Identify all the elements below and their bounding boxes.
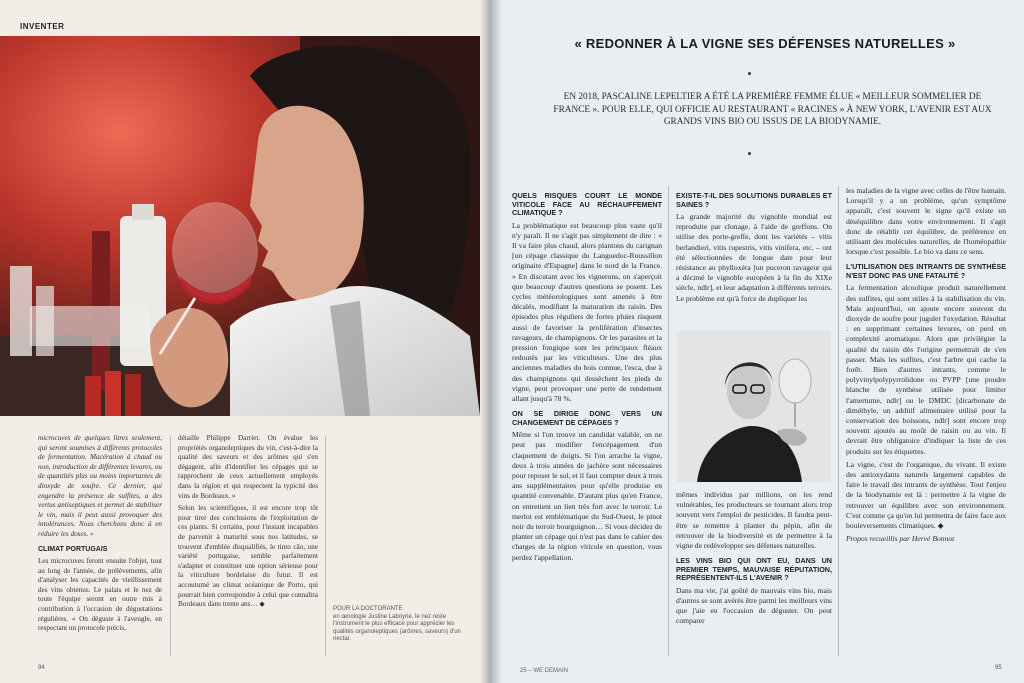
answer-5: La fermentation alcoolique produit naturellement des sulfites, qui sont utiles à la stabilisation du vin. Mais aujourd'hui, on ajoute encore souvent du dioxyde de soufre pour juguler l'oxydation. Résultat : en supprimant certaines levures, on perd en complexité aromatique. Alors que privilégier la qualité du raisin dès l'origine permettrait de s'en passer. Mais les sulfites, c'est l'arbre qui cache la forêt. Bien d'autres intrants, comme le polyvinylpolypyrrolidone ou PVPP [une poudre blanche de synthèse utilisée pour limiter l'amertume, ndlr] ou le DMDC [dicarbonate de diméthyle, un additif alimentaire utilisé pour la conservation des boissons, ndlr] sont encore trop souvent ajoutés au moût de raisin ou au vin. Il devrait être obligatoire d'indiquer la liste de ces produits sur les étiquettes.: [846, 283, 1006, 456]
article-intro: EN 2018, PASCALINE LEPELTIER A ÉTÉ LA PREMIÈRE FEMME ÉLUE « MEILLEUR SOMMELIER DE FRANCE ». POUR ELLE, QUI OFFICIE AU RESTAURANT « RACINES » À NEW YORK, L'AVENIR EST AUX GRANDS VINS BIO OU ISSUS DE LA BIODYNAMIE.: [553, 92, 992, 127]
question-3: EXISTE-T-IL DES SOLUTIONS DURABLES ET SAINES ?: [676, 191, 832, 209]
footer-strip: 25 – WE DEMAIN: [520, 668, 569, 674]
left-col1-subhead: CLIMAT PORTUGAIS: [38, 545, 108, 553]
answer-3: La grande majorité du vignoble mondial est reproduite par clonage, à l'aide de greffons. On utilise des porte-greffe, dont les variétés – vitis berlandieri, vitis rupestris, vitis vinifera, etc. – ont été sélectionnées de longue date pour leur résistance au phylloxéra [un puceron ravageur qui a décimé le vignoble européen à la fin du XIXe siècle, ndlr], et leur adaptation à différents terroirs. Le problème est qu'à force de dupliquer les: [676, 212, 832, 303]
photo-caption: [333, 606, 473, 644]
right-column-1: [512, 186, 662, 566]
caption-body: en œnologie Justine Laboyrie, le nez reste l'instrument le plus efficace pour apprécier les qualités organoleptiques (arômes, saveurs) d'un nectar.: [333, 613, 461, 643]
answer-2: Même si l'on trouve un candidat valable, on ne peut pas modifier l'encépagement d'un claquement de doigts. Si l'on arrache la vigne, deux à trois années de jachère sont nécessaires pour reposer le sol, et il faut compter deux à trois ans supplémentaires pour qu'elle produise en quantité convenable. D'autant plus qu'en France, on entretient un lien très fort avec le terroir. Le merlot est emblématique du Sud-Ouest, le pinot noir du terroir bourguignon… Si vous décidez de planter un cépage qui n'est pas dans le cahier des charges de la région viticole en question, vous perdez l'appellation.: [512, 430, 662, 562]
answer-4: Dans ma vie, j'ai goûté de mauvais vins bio, mais d'autres se sont avérés être parmi les meilleurs vins que j'aie eu l'occasion de déguster. On peut comparer: [676, 585, 832, 626]
left-page: [0, 0, 490, 683]
left-col2-p2: Selon les scientifiques, il est encore trop tôt pour tirer des conclusions de l'exploitation de ces plants. Si certains, pour l'instant incapables de parvenir à maturité sous nos latitudes, se trouvent d'emblée disqualifiés, le tinto cão, une variété portugaise, semble parfaitement s'adapter et constituer une option sérieuse pour la viticulture bordelaise du futur. Il est accoutumé au climat océanique de Porto, qui pourrait bien correspondre à celui que connaîtra Bordeaux dans trente ans… ◆: [178, 504, 318, 609]
spine-shadow: [480, 0, 502, 683]
scientist-tasting-photo: [0, 36, 480, 416]
left-column-1: [38, 434, 162, 637]
column-divider: [668, 186, 669, 656]
left-col1-intro: microcuves de quelques litres seulement, qui seront soumises à différents protocoles de fermentation. Macération à chaud ou non, introduction de différentes levures, ou de quantités plus ou moins importantes de dioxyde de soufre. Ce dernier, qui engendre la présence de sulfites, a des vertus antiseptiques et permet de stabiliser le vin, mais il peut aussi provoquer des intolérances. Nous cherchons donc à en réduire les doses. »: [38, 434, 162, 538]
question-1: QUELS RISQUES COURT LE MONDE VITICOLE FACE AU RÉCHAUFFEMENT CLIMATIQUE ?: [512, 191, 662, 217]
intro-dot: [748, 152, 751, 155]
title-dot: [748, 72, 751, 75]
page-number-right: 95: [995, 665, 1002, 671]
question-2: ON SE DIRIGE DONC VERS UN CHANGEMENT DE CÉPAGES ?: [512, 409, 662, 427]
right-column-3: [846, 186, 1006, 548]
answer-4-cont: les maladies de la vigne avec celles de l'être humain. Lorsqu'il y a un problème, qu'un symptôme apparaît, c'est souvent le signe qu'il existe un déséquilibre dans votre environnement. Il s'agit donc de rétablir cet équilibre, de préférence en utilisant des molécules naturelles, de l'homéopathie lorsque c'est possible. Le bio va dans ce sens.: [846, 186, 1006, 257]
left-col1-body: Les microcuves feront ensuite l'objet, tout au long de l'année, de prélèvements, afin d'analyser les capacités de vieillissement des vins obtenus. Le palais et le nez de toute l'équipe seront en outre mis à contribution à l'occasion de dégustations régulières. « On déguste à l'aveugle, en respectant un protocole précis,: [38, 557, 162, 633]
caption-head: POUR LA DOCTORANTE: [333, 606, 403, 612]
left-col2-p1: détaille Philippe Darriet. On évalue les propriétés organoleptiques du vin, c'est-à-dire la qualité des saveurs et des arômes qui s'en dégagent, afin d'identifier les cépages qui se rapprochent de ceux actuellement employés dans la région et qui respectent la typicité des vins de Bordeaux. »: [178, 434, 318, 500]
answer-5b: La vigne, c'est de l'organique, du vivant. Il existe des antioxydants naturels largement capables de faire le travail des intrants de synthèse. Tout l'enjeu de la biodynamie est là : permettre à la vigne de retrouver un équilibre avec son environnement. C'est comme ça qu'on lui permettra de faire face aux bouleversements climatiques. ◆: [846, 459, 1006, 531]
right-page: [490, 0, 1024, 683]
column-divider: [838, 186, 839, 656]
answer-1: La problématique est beaucoup plus vaste qu'il n'y paraît. Il ne s'agit pas simplement de dire : « Il va faire plus chaud, alors plantons du carignan [un cépage classique du Languedoc-Roussillon originaire d'Espagne] dans le nord de la France. » En discutant avec les vignerons, on s'aperçoit que beaucoup d'autres questions se posent. Les cycles météorologiques sont amenés à être décalés, modifiant la maturation du raisin. Des épisodes plus réguliers de fortes pluies risquent aussi de favoriser la prolifération d'insectes ravageurs, de champignons. Or les parasites et la pression fongique sont les principaux fléaux redoutés par les viticulteurs. Une des plus anciennes maladies du bois connue, l'esca, due à des champignons qui dessèchent les pieds de vigne, peut provoquer une perte de rendement allant jusqu'à 78 %.: [512, 220, 662, 403]
right-column-2-bottom: [676, 490, 832, 630]
sommelier-portrait-photo: [677, 331, 831, 482]
section-tag: INVENTER: [20, 22, 65, 31]
question-4: LES VINS BIO QUI ONT EU, DANS UN PREMIER TEMPS, MAUVAISE RÉPUTATION, REPRÉSENTENT-ILS L'AVENIR ?: [676, 556, 832, 583]
left-column-2: [178, 434, 318, 613]
question-5: L'UTILISATION DES INTRANTS DE SYNTHÈSE N'EST DONC PAS UNE FATALITÉ ?: [846, 262, 1006, 280]
right-column-2-top: [676, 186, 832, 307]
byline: Propos recueillis par Hervé Bonnot: [846, 534, 955, 544]
column-divider: [325, 436, 326, 656]
answer-3-cont: mêmes individus par millions, on les rend vulnérables, les producteurs se tournant alors trop souvent vers l'emploi de pesticides. Il faudra peut-être se remettre à planter du pépin, afin de retrouver de la biodiversité et de permettre à la vigne de redévelopper ses défenses naturelles.: [676, 490, 832, 551]
article-title: « REDONNER À LA VIGNE SES DÉFENSES NATURELLES »: [574, 36, 956, 51]
page-number-left: 94: [38, 665, 45, 671]
column-divider: [170, 436, 171, 656]
